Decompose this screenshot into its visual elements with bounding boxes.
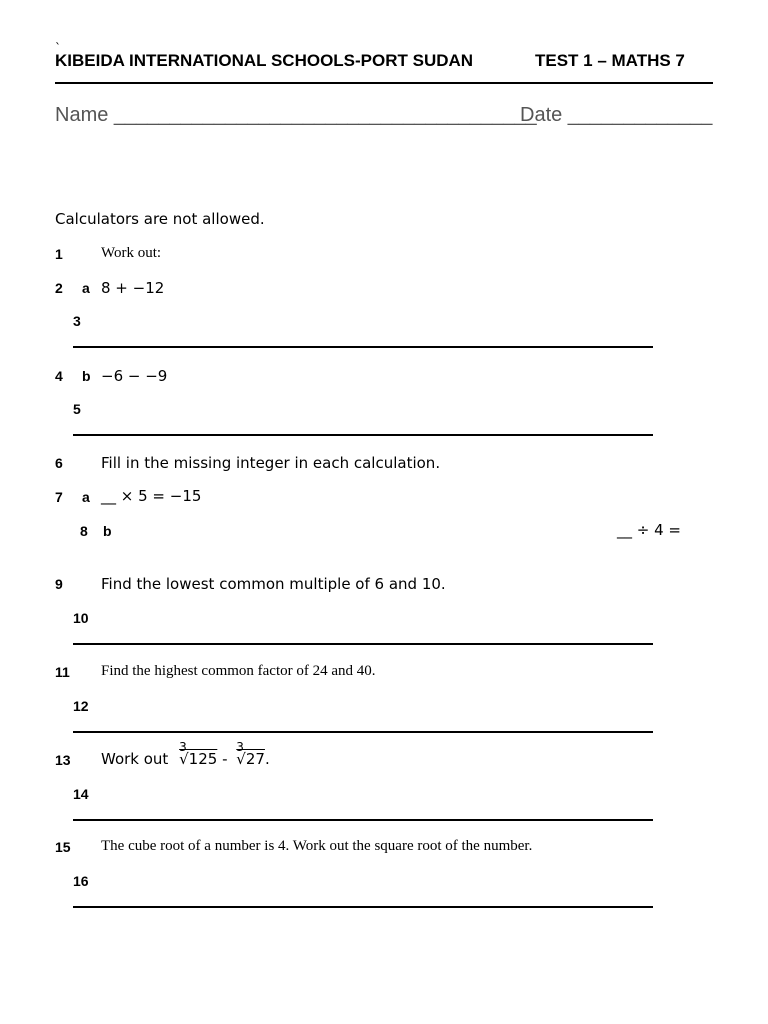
question-3a-text: __ × 5 = −15 [101, 487, 202, 505]
root-index: 3 [236, 740, 244, 754]
question-2b-text: −6 − −9 [101, 367, 168, 385]
answer-line[interactable] [73, 643, 653, 645]
question-5-text: Find the highest common factor of 24 and 40. [101, 663, 376, 679]
part-letter-b: b [103, 523, 112, 539]
question-6-text [101, 740, 270, 768]
question-3-text: Fill in the missing integer in each calculation. [101, 454, 441, 472]
line-number-5: 5 [73, 401, 81, 417]
line-number-1: 1 [55, 246, 63, 262]
minus-sign: - [222, 750, 228, 768]
line-number-2: 2 [55, 280, 63, 296]
line-number-13: 13 [55, 752, 71, 768]
question-4-text: Find the lowest common multiple of 6 and 10. [101, 575, 446, 593]
answer-line[interactable] [73, 819, 653, 821]
line-number-16: 16 [73, 873, 89, 889]
line-number-11: 11 [55, 664, 70, 680]
line-number-8: 8 [80, 523, 88, 539]
instructions: Calculators are not allowed. [55, 210, 265, 228]
answer-line[interactable] [73, 346, 653, 348]
test-title: TEST 1 – MATHS 7 [535, 51, 685, 70]
line-number-9: 9 [55, 576, 63, 592]
name-field[interactable]: Name ______________________________________ [55, 104, 537, 126]
cube-root-27: 3 √27 [236, 740, 265, 768]
line-number-10: 10 [73, 610, 89, 626]
line-number-7: 7 [55, 489, 63, 505]
question-1-text: Work out: [101, 245, 162, 261]
question-2a-text: 8 + −12 [101, 279, 165, 297]
answer-line[interactable] [73, 434, 653, 436]
date-field[interactable]: Date _____________ [520, 104, 713, 126]
line-number-15: 15 [55, 839, 71, 855]
line-number-14: 14 [73, 786, 89, 802]
answer-line[interactable] [73, 731, 653, 733]
school-name: KIBEIDA INTERNATIONAL SCHOOLS-PORT SUDAN [55, 51, 474, 70]
cube-root-125: 3 √125 [179, 740, 218, 768]
question-7-text: The cube root of a number is 4. Work out the square root of the number. [101, 838, 533, 854]
part-letter-a: a [82, 489, 90, 505]
question-6-prefix: Work out [101, 750, 169, 768]
part-letter-a: a [82, 280, 90, 296]
line-number-12: 12 [73, 698, 89, 714]
answer-line[interactable] [73, 906, 653, 908]
question-3b-text: __ ÷ 4 = [617, 521, 681, 539]
root-index: 3 [179, 740, 187, 754]
part-letter-b: b [82, 368, 91, 384]
header-bar [55, 50, 713, 84]
line-number-3: 3 [73, 313, 81, 329]
question-6-end: . [264, 750, 270, 768]
line-number-4: 4 [55, 368, 63, 384]
tick-mark: ` [55, 41, 61, 55]
line-number-6: 6 [55, 455, 63, 471]
